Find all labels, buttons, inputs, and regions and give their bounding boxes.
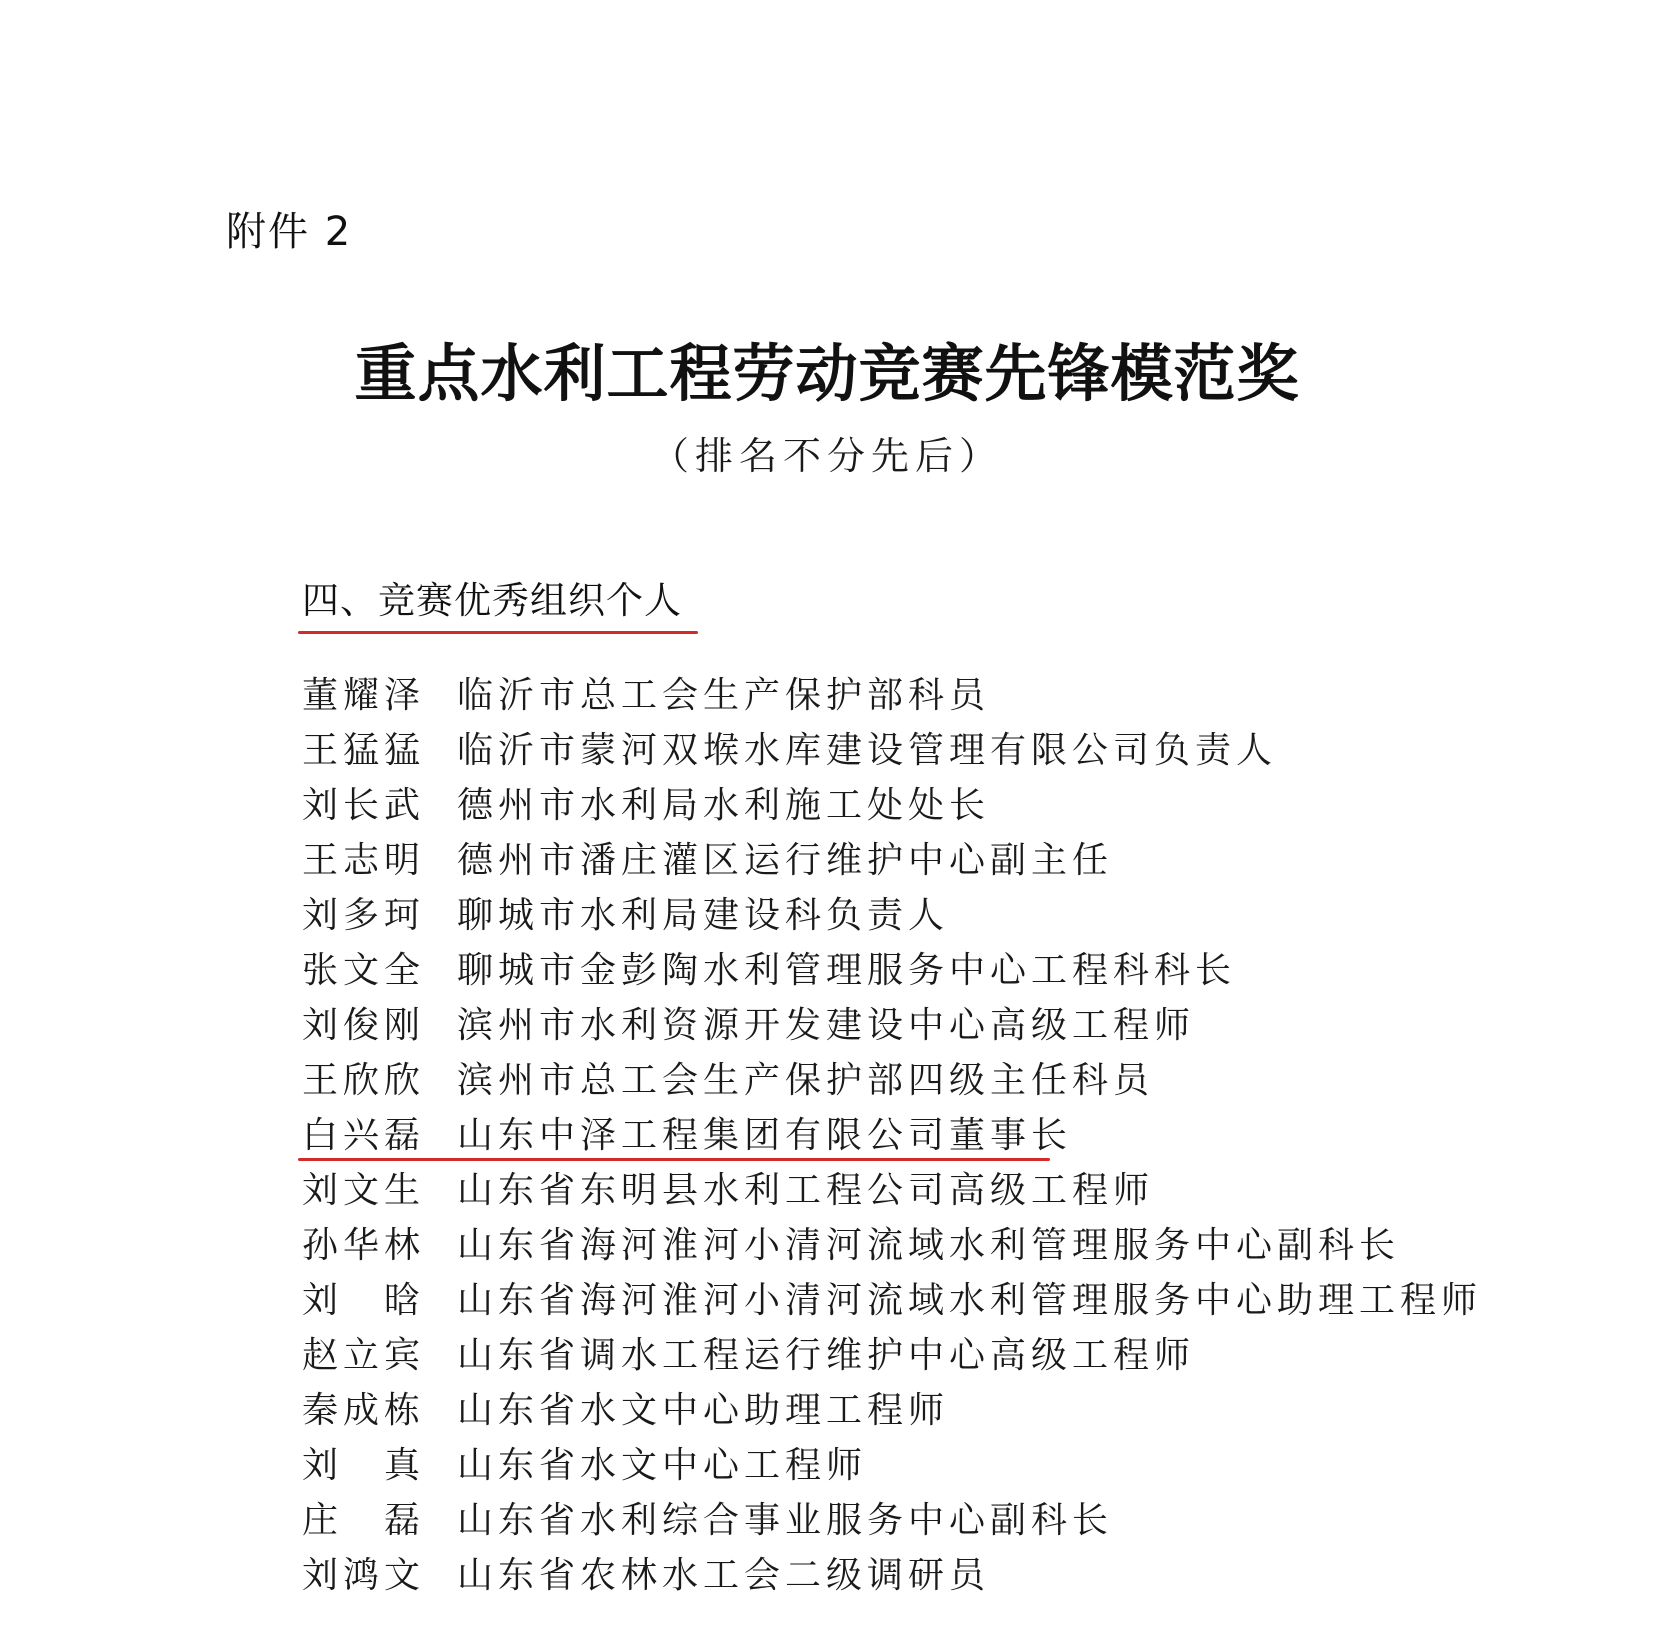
awardee-position: 德州市水利局水利施工处处长 <box>457 785 991 826</box>
list-item <box>302 998 1602 1053</box>
awardee-position: 临沂市蒙河双堠水库建设管理有限公司负责人 <box>457 730 1278 771</box>
attachment-label: 附件 2 <box>226 209 353 255</box>
awardee-position: 滨州市水利资源开发建设中心高级工程师 <box>457 1005 1196 1046</box>
awardee-name: 秦成栋 <box>302 1390 420 1431</box>
list-item-highlighted <box>302 1108 1602 1163</box>
awardee-name: 刘鸿文 <box>302 1555 420 1596</box>
awardee-position: 山东省农林水工会二级调研员 <box>457 1555 991 1596</box>
list-item <box>302 1328 1602 1383</box>
awardee-position: 临沂市总工会生产保护部科员 <box>457 675 991 716</box>
list-item <box>302 1548 1602 1603</box>
awardee-name: 董耀泽 <box>302 675 420 716</box>
list-item <box>302 1053 1602 1108</box>
awardee-position: 滨州市总工会生产保护部四级主任科员 <box>457 1060 1155 1101</box>
awardee-list <box>302 668 1602 1603</box>
section-heading-red-underline <box>298 631 698 634</box>
awardee-position: 山东省海河淮河小清河流域水利管理服务中心副科长 <box>457 1225 1401 1266</box>
awardee-position: 山东中泽工程集团有限公司董事长 <box>457 1115 1073 1156</box>
awardee-name: 庄 磊 <box>302 1500 420 1541</box>
awardee-position: 山东省东明县水利工程公司高级工程师 <box>457 1170 1155 1211</box>
awardee-name: 刘俊刚 <box>302 1005 420 1046</box>
awardee-position: 山东省海河淮河小清河流域水利管理服务中心助理工程师 <box>457 1280 1483 1321</box>
list-item <box>302 1273 1602 1328</box>
list-item <box>302 1163 1602 1218</box>
awardee-name: 白兴磊 <box>302 1115 420 1156</box>
awardee-name: 刘 真 <box>302 1445 420 1486</box>
list-item <box>302 1438 1602 1493</box>
awardee-position: 山东省水文中心助理工程师 <box>457 1390 950 1431</box>
awardee-name: 赵立宾 <box>302 1335 420 1376</box>
awardee-name: 刘 晗 <box>302 1280 420 1321</box>
awardee-position: 山东省调水工程运行维护中心高级工程师 <box>457 1335 1196 1376</box>
page-title: 重点水利工程劳动竞赛先锋模范奖 <box>354 337 1300 410</box>
awardee-position: 聊城市水利局建设科负责人 <box>457 895 950 936</box>
awardee-name: 刘长武 <box>302 785 420 826</box>
awardee-position: 德州市潘庄灌区运行维护中心副主任 <box>457 840 1114 881</box>
awardee-position: 山东省水文中心工程师 <box>457 1445 868 1486</box>
list-item <box>302 668 1602 723</box>
list-item <box>302 943 1602 998</box>
awardee-name: 张文全 <box>302 950 420 991</box>
list-item <box>302 723 1602 778</box>
awardee-name: 王猛猛 <box>302 730 420 771</box>
awardee-position: 聊城市金彭陶水利管理服务中心工程科科长 <box>457 950 1237 991</box>
awardee-position: 山东省水利综合事业服务中心副科长 <box>457 1500 1114 1541</box>
awardee-name: 王欣欣 <box>302 1060 420 1101</box>
list-item <box>302 1493 1602 1548</box>
awardee-name: 孙华林 <box>302 1225 420 1266</box>
list-item <box>302 1218 1602 1273</box>
list-item <box>302 833 1602 888</box>
list-item <box>302 888 1602 943</box>
awardee-name: 刘多珂 <box>302 895 420 936</box>
page-subtitle: （排名不分先后） <box>650 434 1003 478</box>
list-item <box>302 1383 1602 1438</box>
awardee-name: 刘文生 <box>302 1170 420 1211</box>
awardee-name: 王志明 <box>302 840 420 881</box>
highlight-red-underline <box>298 1158 1050 1161</box>
section-heading: 四、竞赛优秀组织个人 <box>302 579 682 622</box>
list-item <box>302 778 1602 833</box>
